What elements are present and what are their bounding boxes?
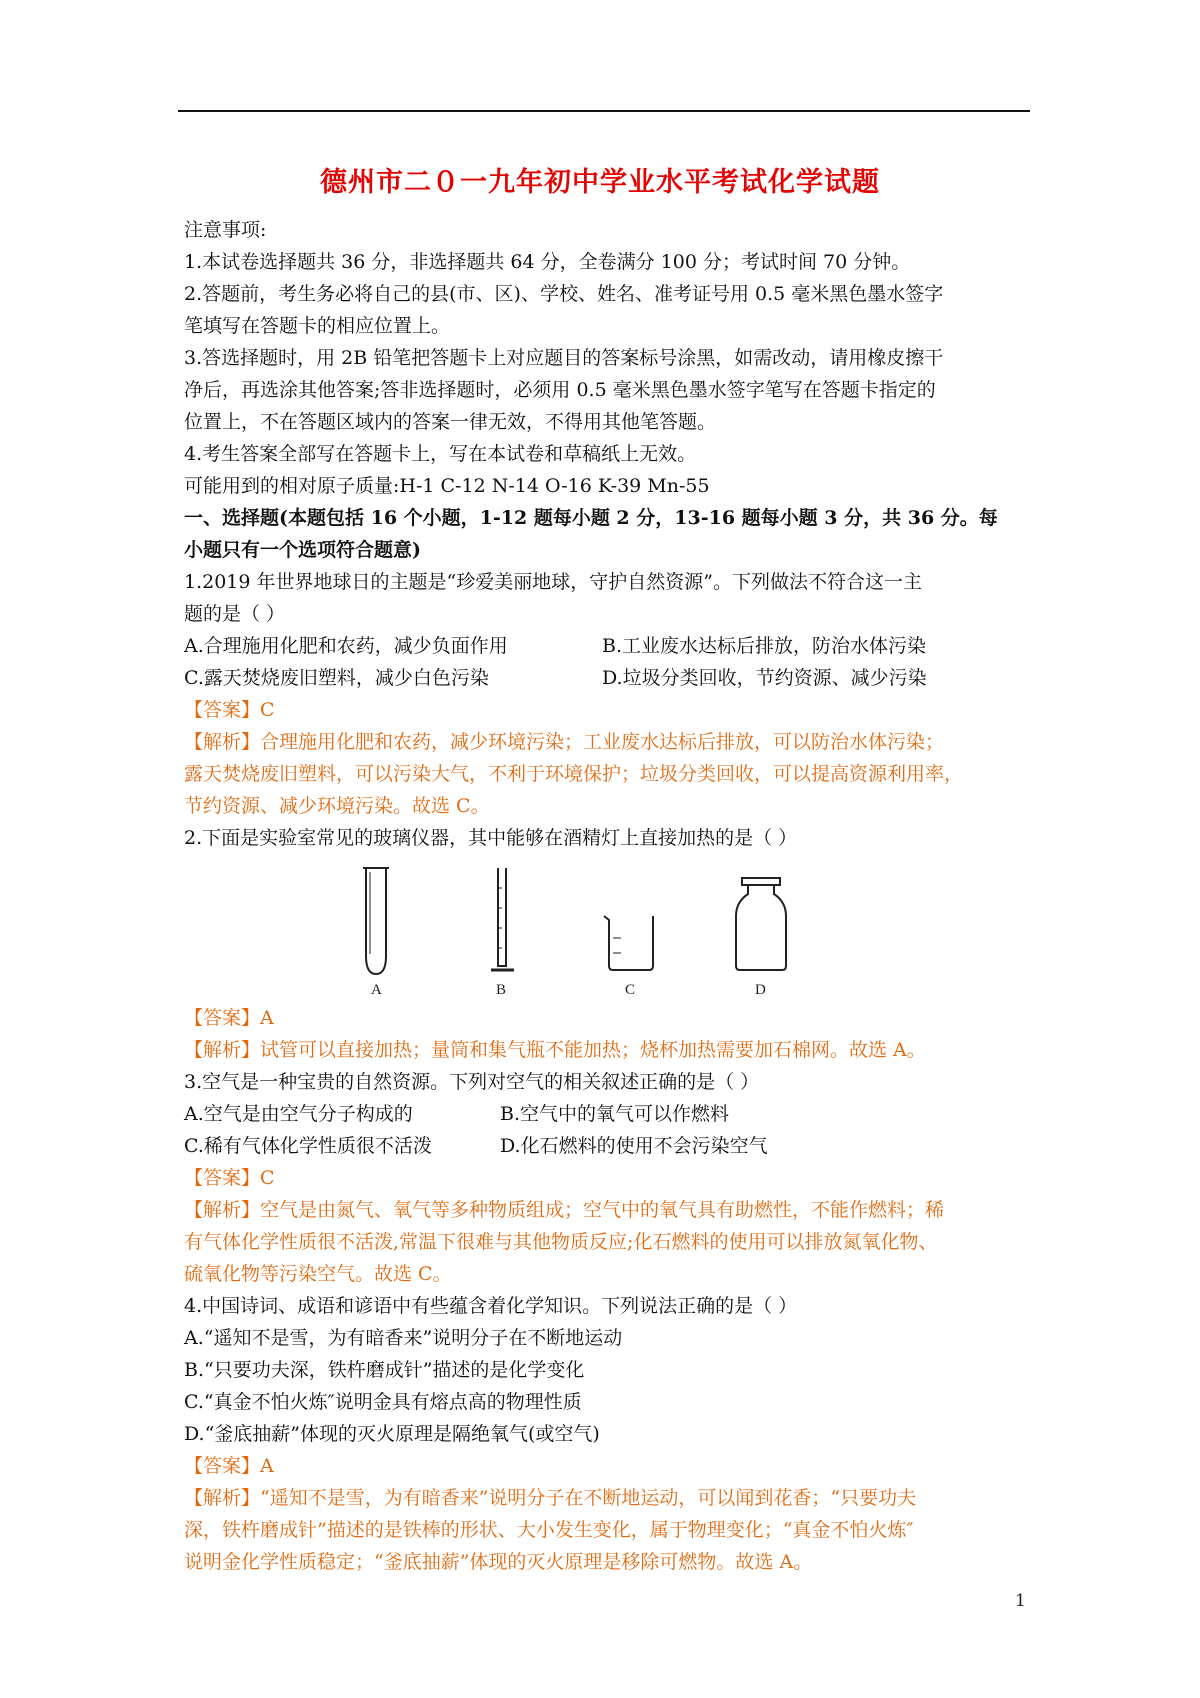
q1-option-a: A.合理施用化肥和农药，减少负面作用 xyxy=(184,635,508,657)
header-rule xyxy=(178,110,1030,112)
q3-answer: 【答案】C xyxy=(184,1167,275,1189)
q1-stem: 1.2019 年世界地球日的主题是“珍爱美丽地球，守护自然资源”。下列做法不符合这一主 xyxy=(184,571,922,593)
q4-explanation-2: 深，铁杵磨成针”描述的是铁棒的形状、大小发生变化，属于物理变化；“真金不怕火炼″ xyxy=(184,1519,914,1541)
glassware-figure xyxy=(184,854,1030,1002)
figure-label-d: D xyxy=(755,982,766,998)
q1-option-d: D.垃圾分类回收，节约资源、减少污染 xyxy=(602,667,927,689)
q1-explanation-1: 【解析】合理施用化肥和农药，减少环境污染；工业废水达标后排放，可以防治水体污染； xyxy=(184,731,945,753)
note-2-line1: 2.答题前，考生务必将自己的县(市、区)、学校、姓名、准考证号用 0.5 毫米黑色墨水签字 xyxy=(184,283,944,305)
q4-option-a: A.“遥知不是雪，为有暗香来”说明分子在不断地运动 xyxy=(184,1327,623,1349)
q4-stem: 4.中国诗词、成语和谚语中有些蕴含着化学知识。下列说法正确的是（ ） xyxy=(184,1295,798,1317)
q2-answer: 【答案】A xyxy=(184,1007,274,1029)
section-1-heading: 一、选择题(本题包括 16 个小题，1-12 题每小题 2 分，13-16 题每小题 3 分，共 36 分。每 xyxy=(184,507,998,529)
q1-explanation-3: 节约资源、减少环境污染。故选 C。 xyxy=(184,795,490,817)
q3-options-row2 xyxy=(184,1130,1030,1162)
q1-options-row1 xyxy=(184,630,1030,662)
q1-options-row2 xyxy=(184,662,1030,694)
q3-explanation-3: 硫氧化物等污染空气。故选 C。 xyxy=(184,1263,452,1285)
exam-content xyxy=(184,214,1030,1578)
section-1-heading-cont: 小题只有一个选项符合题意) xyxy=(184,539,421,561)
q1-option-b: B.工业废水达标后排放，防治水体污染 xyxy=(602,635,927,657)
q4-explanation-1: 【解析】“遥知不是雪，为有暗香来”说明分子在不断地运动，可以闻到花香；“只要功夫 xyxy=(184,1487,917,1509)
q3-option-a: A.空气是由空气分子构成的 xyxy=(184,1103,413,1125)
q1-stem-cont: 题的是（ ） xyxy=(184,603,286,625)
figure-label-a: A xyxy=(371,982,382,998)
q1-answer: 【答案】C xyxy=(184,699,275,721)
note-3-line3: 位置上，不在答题区域内的答案一律无效，不得用其他笔答题。 xyxy=(184,411,717,433)
q4-explanation-3: 说明金化学性质稳定；“釜底抽薪”体现的灭火原理是移除可燃物。故选 A。 xyxy=(184,1551,813,1573)
gas-bottle-icon xyxy=(736,878,786,970)
note-3-line2: 净后，再选涂其他答案;答非选择题时，必须用 0.5 毫米黑色墨水签字笔写在答题卡指定的 xyxy=(184,379,936,401)
page-number: 1 xyxy=(1015,1591,1026,1611)
q4-option-c: C.“真金不怕火炼″说明金具有熔点高的物理性质 xyxy=(184,1391,582,1413)
note-1: 1.本试卷选择题共 36 分，非选择题共 64 分，全卷满分 100 分；考试时间 70 分钟。 xyxy=(184,251,911,273)
q3-option-d: D.化石燃料的使用不会污染空气 xyxy=(500,1135,768,1157)
q3-option-c: C.稀有气体化学性质很不活泼 xyxy=(184,1135,432,1157)
q3-stem: 3.空气是一种宝贵的自然资源。下列对空气的相关叙述正确的是（ ） xyxy=(184,1071,760,1093)
note-4: 4.考生答案全部写在答题卡上，写在本试卷和草稿纸上无效。 xyxy=(184,443,697,465)
atomic-masses: 可能用到的相对原子质量:H-1 C-12 N-14 O-16 K-39 Mn-55 xyxy=(184,475,710,497)
q1-explanation-2: 露天焚烧废旧塑料，可以污染大气，不利于环境保护；垃圾分类回收，可以提高资源利用率， xyxy=(184,763,964,785)
q3-option-b: B.空气中的氧气可以作燃料 xyxy=(500,1103,730,1125)
q3-explanation-1: 【解析】空气是由氮气、氧气等多种物质组成；空气中的氧气具有助燃性，不能作燃料；稀 xyxy=(184,1199,945,1221)
notes-heading: 注意事项: xyxy=(184,219,267,241)
note-2-line2: 笔填写在答题卡的相应位置上。 xyxy=(184,315,451,337)
figure-label-c: C xyxy=(625,982,636,998)
q4-answer: 【答案】A xyxy=(184,1455,274,1477)
q1-option-c: C.露天焚烧废旧塑料，减少白色污染 xyxy=(184,667,489,689)
graduated-cylinder-icon xyxy=(491,868,514,970)
q2-stem: 2.下面是实验室常见的玻璃仪器，其中能够在酒精灯上直接加热的是（ ） xyxy=(184,827,798,849)
q4-option-d: D.“釜底抽薪”体现的灭火原理是隔绝氧气(或空气) xyxy=(184,1423,600,1445)
q3-explanation-2: 有气体化学性质很不活泼,常温下很难与其他物质反应;化石燃料的使用可以排放氮氧化物、 xyxy=(184,1231,938,1253)
q3-options-row1 xyxy=(184,1098,1030,1130)
glassware-illustration xyxy=(334,858,854,998)
figure-label-b: B xyxy=(496,982,507,998)
beaker-icon xyxy=(604,916,653,970)
q2-explanation: 【解析】试管可以直接加热；量筒和集气瓶不能加热；烧杯加热需要加石棉网。故选 A。 xyxy=(184,1039,926,1061)
test-tube-icon xyxy=(363,868,389,974)
q4-option-b: B.“只要功夫深，铁杵磨成针”描述的是化学变化 xyxy=(184,1359,585,1381)
note-3-line1: 3.答选择题时，用 2B 铅笔把答题卡上对应题目的答案标号涂黑，如需改动，请用橡皮擦干 xyxy=(184,347,944,369)
page-title: 德州市二０一九年初中学业水平考试化学试题 xyxy=(320,167,880,198)
